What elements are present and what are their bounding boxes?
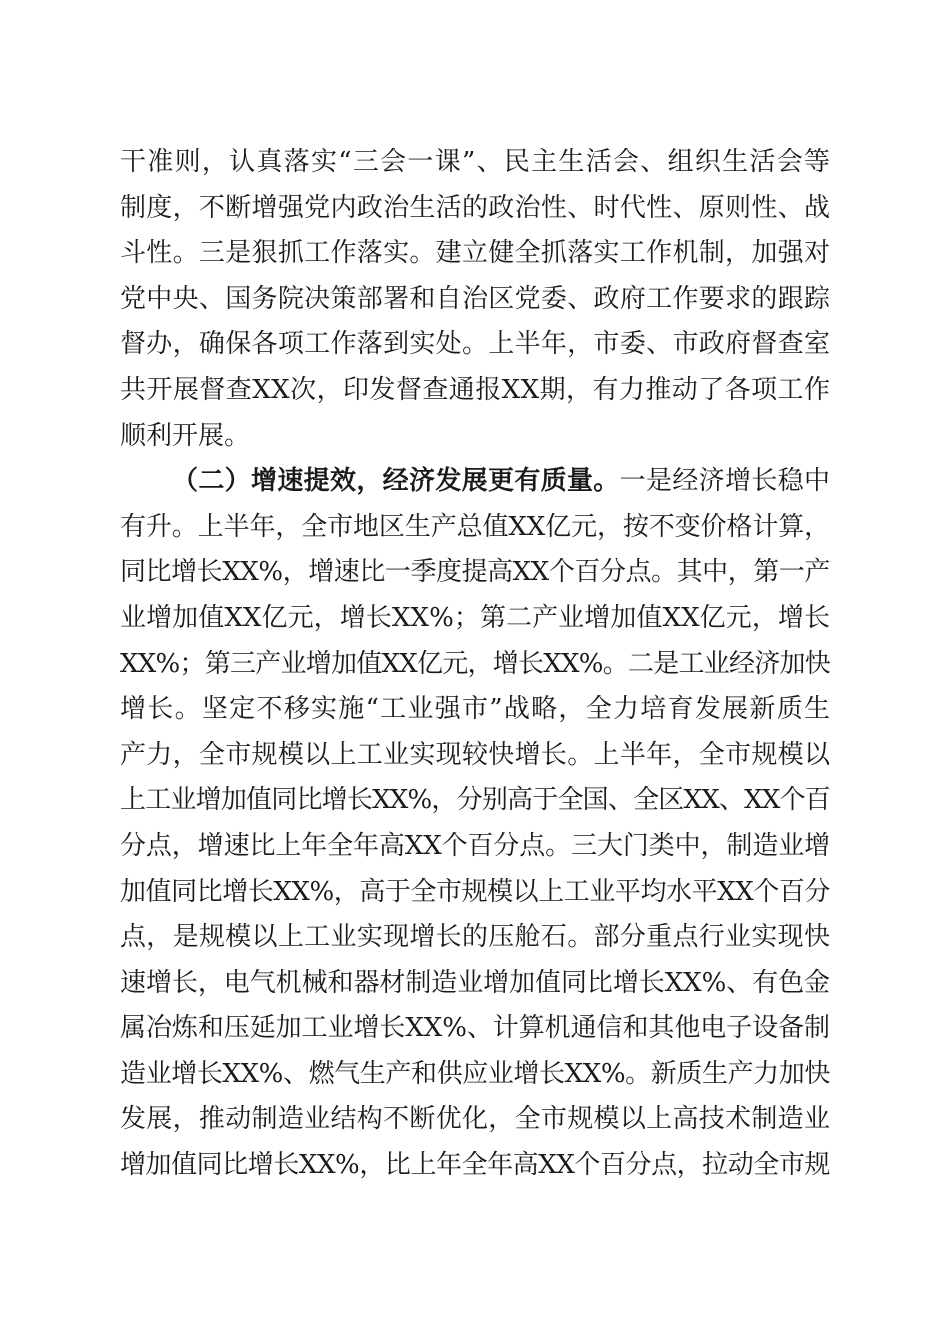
text-line-content: 一是经济增长稳中	[619, 466, 831, 497]
text-line	[120, 870, 830, 916]
paragraph-first-line	[120, 459, 830, 505]
text-line-content: XX%；第三产业增加值XX亿元，增长XX%。二是工业经济加快	[120, 648, 830, 679]
text-line-content: 速增长，电气机械和器材制造业增加值同比增长XX%、有色金	[120, 967, 830, 998]
text-line	[120, 1006, 830, 1052]
text-line	[120, 596, 830, 642]
text-line-content: 督办，确保各项工作落到实处。上半年，市委、市政府督查室	[120, 329, 831, 360]
text-line	[120, 414, 830, 460]
text-line	[120, 915, 830, 961]
text-line-content: 加值同比增长XX%，高于全市规模以上工业平均水平XX个百分	[120, 876, 830, 907]
text-line	[120, 231, 830, 277]
text-line	[120, 733, 830, 779]
text-line	[120, 368, 830, 414]
text-line	[120, 322, 830, 368]
text-line-content: 属冶炼和压延加工业增长XX%、计算机通信和其他电子设备制	[120, 1013, 830, 1044]
text-line	[120, 1097, 830, 1143]
text-line-content: 点，是规模以上工业实现增长的压舱石。部分重点行业实现快	[120, 922, 831, 953]
text-line	[120, 961, 830, 1007]
text-line	[120, 550, 830, 596]
text-line-content: 产力，全市规模以上工业实现较快增长。上半年，全市规模以	[120, 739, 831, 770]
text-line	[120, 1143, 830, 1189]
text-line	[120, 277, 830, 323]
text-line	[120, 505, 830, 551]
section-heading: （二）增速提效，经济发展更有质量。	[172, 466, 620, 497]
text-line	[120, 687, 830, 733]
text-line	[120, 1052, 830, 1098]
text-line-content: 干准则，认真落实“三会一课”、民主生活会、组织生活会等	[120, 147, 832, 177]
text-line	[120, 778, 830, 824]
text-line-content: 共开展督查XX次，印发督查通报XX期，有力推动了各项工作	[120, 374, 831, 405]
text-line-content: 业增加值XX亿元，增长XX%；第二产业增加值XX亿元，增长	[120, 602, 831, 633]
text-line-content: 制度，不断增强党内政治生活的政治性、时代性、原则性、战	[120, 192, 831, 223]
text-line-content: 造业增长XX%、燃气生产和供应业增长XX%。新质生产力加快	[120, 1058, 830, 1089]
text-line	[120, 186, 830, 232]
text-line	[120, 140, 830, 186]
text-line-content: 增长。坚定不移实施“工业强市”战略，全力培育发展新质生	[120, 694, 832, 725]
text-line-content: 分点，增速比上年全年高XX个百分点。三大门类中，制造业增	[120, 830, 830, 861]
text-line	[120, 642, 830, 688]
text-line-content: 斗性。三是狠抓工作落实。建立健全抓落实工作机制，加强对	[120, 238, 831, 269]
text-line-content: 顺利开展。	[120, 420, 251, 451]
text-line-content: 同比增长XX%，增速比一季度提高XX个百分点。其中，第一产	[120, 557, 830, 588]
text-line-content: 有升。上半年，全市地区生产总值XX亿元，按不变价格计算，	[120, 511, 830, 542]
text-line-content: 上工业增加值同比增长XX%，分别高于全国、全区XX、XX个百	[120, 785, 831, 816]
text-line-content: 增加值同比增长XX%，比上年全年高XX个百分点，拉动全市规	[120, 1150, 830, 1181]
text-line	[120, 824, 830, 870]
text-line-content: 发展，推动制造业结构不断优化，全市规模以上高技术制造业	[120, 1104, 831, 1135]
text-line-content: 党中央、国务院决策部署和自治区党委、政府工作要求的跟踪	[120, 283, 831, 314]
body-text	[120, 140, 830, 1189]
